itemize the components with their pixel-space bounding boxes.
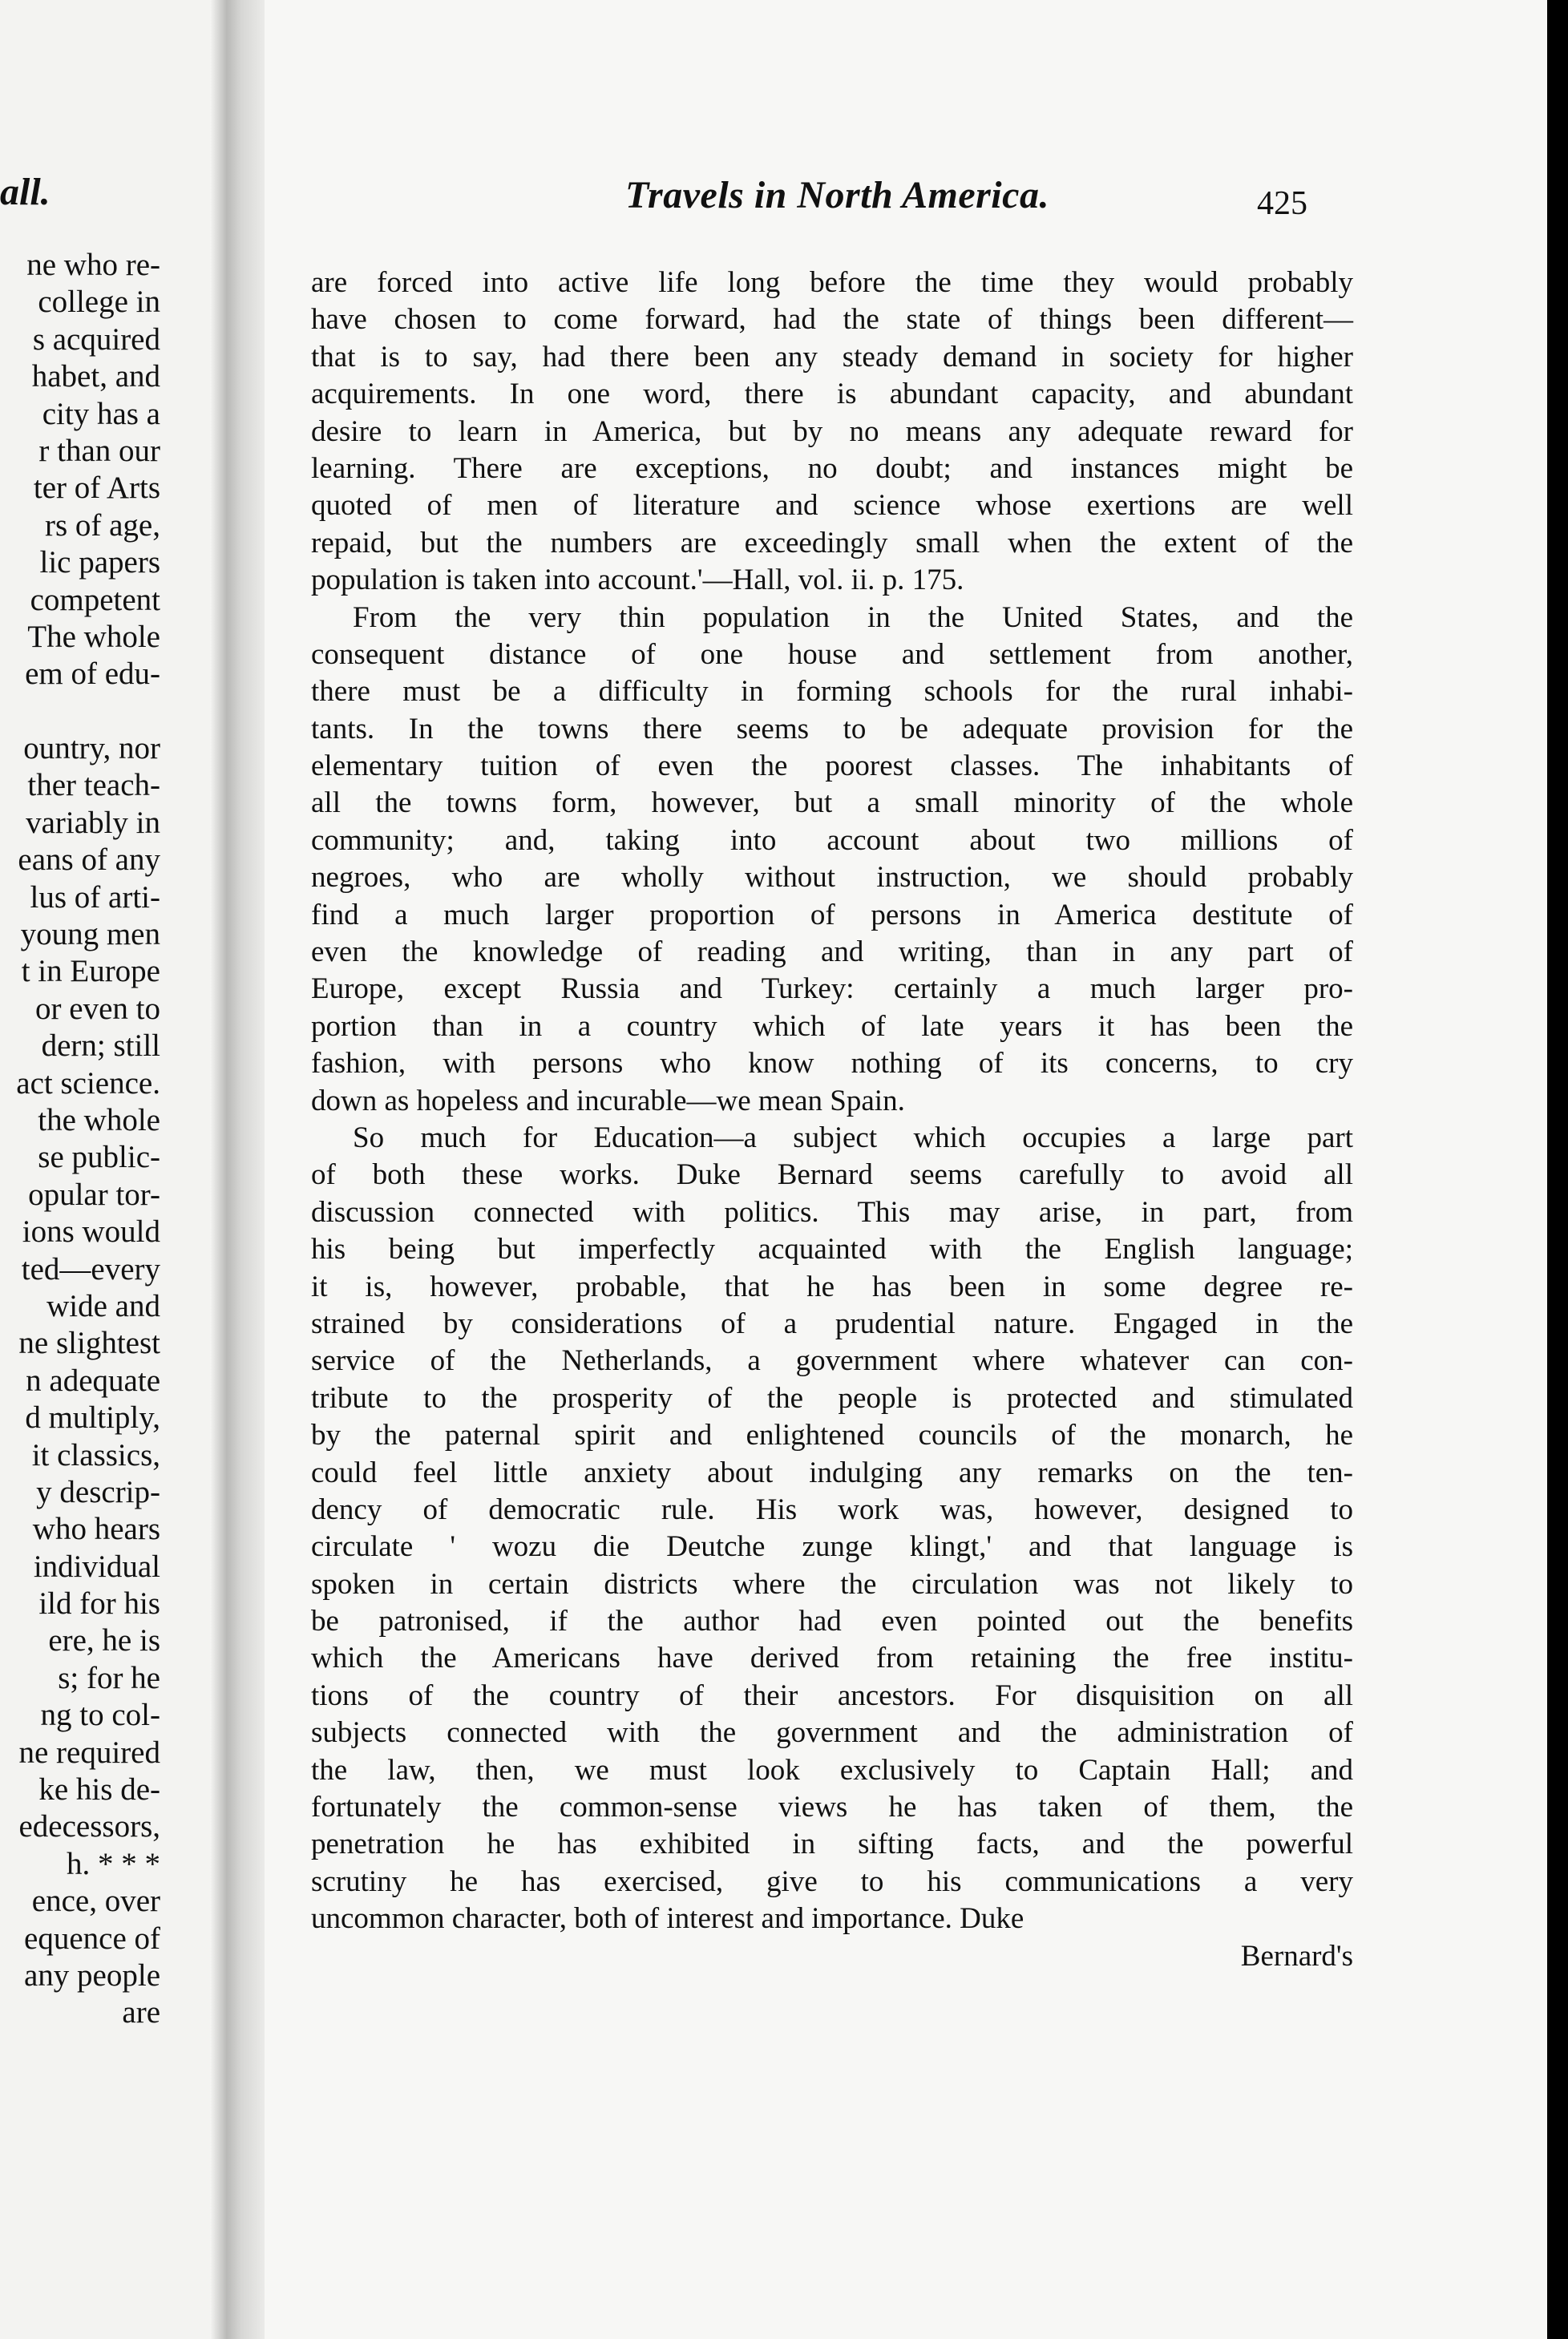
text-line: population is taken into account.'—Hall, vol. ii. p. 175. — [311, 564, 964, 597]
left-text-line: or even to — [35, 991, 160, 1026]
text-line: discussion connected with politics. This may arise, in part, from — [311, 1195, 1353, 1229]
text-line: consequent distance of one house and settlement from another, — [311, 637, 1353, 671]
left-text-line: ence, over — [31, 1884, 160, 1919]
left-page-text — [16, 247, 160, 2032]
left-running-head-fragment: all. — [0, 171, 51, 213]
text-line: of both these works. Duke Bernard seems carefully to avoid all — [311, 1158, 1353, 1192]
left-text-line: em of edu- — [25, 656, 160, 692]
left-text-line: ne who re- — [26, 248, 160, 282]
left-text-line: it classics, — [31, 1437, 160, 1472]
left-text-line: ne required — [18, 1735, 160, 1770]
text-line: there must be a difficulty in forming schools for the rural inhabi- — [311, 675, 1353, 709]
text-line: subjects connected with the government and the administration of — [311, 1716, 1353, 1750]
text-line: community; and, taking into account about two millions of — [311, 823, 1353, 857]
left-text-line: college in — [38, 285, 160, 320]
book-gutter — [210, 0, 266, 2339]
page-edge — [1547, 0, 1568, 2339]
left-text-line — [16, 693, 160, 730]
left-text-line: competent — [30, 582, 160, 617]
left-text-line: individual — [33, 1549, 160, 1584]
body-text — [311, 265, 1353, 1975]
text-line: that is to say, had there been any steady demand in society for higher — [311, 340, 1353, 374]
text-line: fortunately the common-sense views he has taken of them, the — [311, 1791, 1353, 1824]
left-text-line: ild for his — [38, 1586, 160, 1622]
page-number: 425 — [1257, 185, 1307, 222]
text-line: tribute to the prosperity of the people is protected and stimulated — [311, 1381, 1353, 1415]
text-line: which the Americans have derived from retaining the free institu- — [311, 1642, 1353, 1675]
left-text-line: act science. — [16, 1065, 160, 1101]
left-text-line: who hears — [32, 1512, 160, 1547]
left-text-line: ter of Arts — [33, 471, 160, 506]
left-text-line: se public- — [38, 1140, 160, 1175]
left-text-line: ted—every — [21, 1251, 160, 1287]
left-text-line: dern; still — [41, 1028, 160, 1064]
text-line: Europe, except Russia and Turkey: certainly a much larger pro- — [311, 972, 1353, 1006]
left-text-line: ountry, nor — [23, 731, 160, 766]
left-text-line: young men — [20, 917, 160, 952]
left-text-line: The whole — [27, 619, 160, 654]
text-line: down as hopeless and incurable—we mean Spain. — [311, 1084, 905, 1117]
left-text-line: r than our — [38, 433, 160, 468]
paragraph — [311, 600, 1353, 1120]
text-line: fashion, with persons who know nothing of its concerns, to cry — [311, 1047, 1353, 1081]
text-line: scrutiny he has exercised, give to his communications a very — [311, 1864, 1353, 1898]
left-text-line: any people — [23, 1957, 160, 1993]
running-head: Travels in North America. — [625, 174, 1049, 216]
left-text-line: ne slightest — [18, 1326, 160, 1361]
text-line: uncommon character, both of interest and importance. Duke — [311, 1902, 1024, 1936]
left-text-line: are — [122, 1995, 160, 2030]
text-line: acquirements. In one word, there is abundant capacity, and abundant — [311, 378, 1353, 411]
left-facing-page — [0, 0, 216, 2339]
text-line: learning. There are exceptions, no doubt; and instances might be — [311, 451, 1353, 485]
left-text-line: eans of any — [18, 842, 160, 878]
text-line: tions of the country of their ancestors. For disquisition on all — [311, 1679, 1353, 1712]
left-text-line: ke his de- — [38, 1772, 160, 1808]
text-line: From the very thin population in the United States, and the — [353, 600, 1353, 634]
text-line: even the knowledge of reading and writing, than in any part of — [311, 935, 1353, 969]
left-text-line: s acquired — [32, 321, 160, 357]
text-line: So much for Education—a subject which occupies a large part — [353, 1121, 1353, 1154]
text-line: be patronised, if the author had even pointed out the benefits — [311, 1605, 1353, 1638]
text-line: dency of democratic rule. His work was, however, designed to — [311, 1493, 1353, 1526]
text-line: portion than in a country which of late years it has been the — [311, 1009, 1353, 1043]
text-line: elementary tuition of even the poorest classes. The inhabitants of — [311, 749, 1353, 783]
text-line: could feel little anxiety about indulging any remarks on the ten- — [311, 1456, 1353, 1489]
text-line: find a much larger proportion of persons in America destitute of — [311, 898, 1353, 931]
text-line: quoted of men of literature and science whose exertions are well — [311, 489, 1353, 523]
text-line: spoken in certain districts where the circulation was not likely to — [311, 1567, 1353, 1601]
paragraph — [311, 1120, 1353, 1938]
left-text-line: h. * * * — [67, 1846, 160, 1881]
left-text-line: ther teach- — [27, 768, 160, 803]
text-line: by the paternal spirit and enlightened councils of the monarch, he — [311, 1419, 1353, 1452]
text-line: penetration he has exhibited in sifting facts, and the powerful — [311, 1828, 1353, 1861]
left-text-line: edecessors, — [18, 1809, 160, 1844]
left-text-line: rs of age, — [44, 507, 160, 543]
text-line: are forced into active life long before the time they would probably — [311, 266, 1353, 299]
left-text-line: city has a — [42, 396, 160, 431]
left-text-line: opular tor- — [28, 1177, 160, 1212]
left-text-line: lus of arti- — [30, 879, 160, 915]
left-text-line: t in Europe — [21, 954, 160, 989]
catchword: Bernard's — [1240, 1939, 1353, 1973]
left-text-line: ions would — [22, 1214, 160, 1250]
paragraph — [311, 265, 1353, 600]
left-text-line: s; for he — [58, 1660, 160, 1695]
text-line: the law, then, we must look exclusively to Captain Hall; and — [311, 1753, 1353, 1787]
text-line: repaid, but the numbers are exceedingly small when the extent of the — [311, 526, 1353, 560]
text-line: desire to learn in America, but by no means any adequate reward for — [311, 414, 1353, 448]
left-text-line: equence of — [24, 1921, 160, 1956]
text-line: circulate ' wozu die Deutche zunge klingt,' and that language is — [311, 1530, 1353, 1564]
left-text-line: ng to col- — [40, 1698, 160, 1733]
text-line: negroes, who are wholly without instruction, we should probably — [311, 861, 1353, 895]
left-text-line: variably in — [26, 805, 160, 840]
left-text-line: habet, and — [31, 359, 160, 394]
text-line: service of the Netherlands, a government where whatever can con- — [311, 1344, 1353, 1378]
text-line: all the towns form, however, but a small minority of the whole — [311, 786, 1353, 820]
left-text-line: y descrip- — [36, 1474, 160, 1509]
left-text-line: wide and — [46, 1288, 160, 1323]
left-text-line: ere, he is — [48, 1623, 160, 1658]
text-line: his being but imperfectly acquainted with the English language; — [311, 1233, 1353, 1266]
left-text-line: n adequate — [26, 1363, 160, 1398]
text-line: tants. In the towns there seems to be adequate provision for the — [311, 712, 1353, 745]
text-line: have chosen to come forward, had the state of things been different— — [311, 303, 1353, 337]
left-text-line: d multiply, — [25, 1400, 160, 1436]
text-line: it is, however, probable, that he has been in some degree re- — [311, 1270, 1353, 1303]
text-line: strained by considerations of a prudential nature. Engaged in the — [311, 1307, 1353, 1340]
left-text-line: lic papers — [39, 545, 160, 580]
left-text-line: the whole — [38, 1102, 160, 1137]
